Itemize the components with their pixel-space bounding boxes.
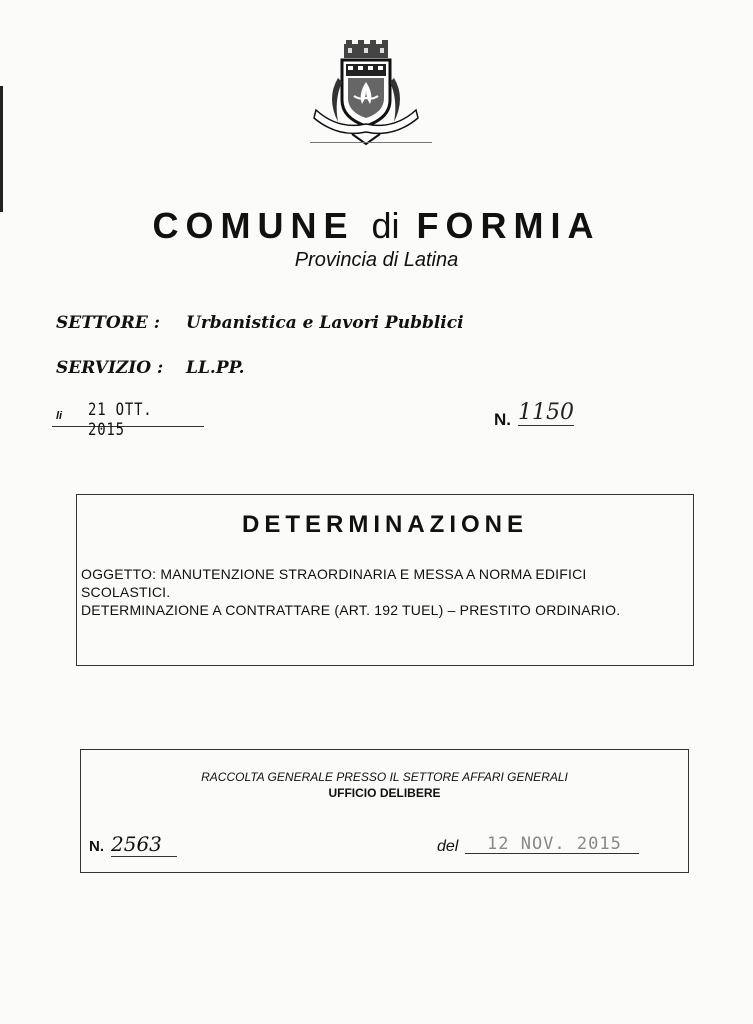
del-date-stamp: 12 NOV. 2015 xyxy=(465,834,639,854)
date-field xyxy=(52,400,204,440)
oggetto-line-2: SCOLASTICI. xyxy=(81,584,171,600)
oggetto-line-1: OGGETTO: MANUTENZIONE STRAORDINARIA E MESSA A NORMA EDIFICI xyxy=(81,566,587,582)
title-comune: COMUNE xyxy=(152,205,355,246)
municipal-crest-logo xyxy=(308,38,424,148)
raccolta-box xyxy=(80,749,689,873)
oggetto-text xyxy=(81,565,691,619)
determinazione-title: DETERMINAZIONE xyxy=(242,511,528,538)
li-label: li xyxy=(56,410,63,422)
scan-edge xyxy=(0,86,3,212)
settore-label: SETTORE : xyxy=(56,313,161,333)
page-title xyxy=(0,205,753,247)
del-label: del xyxy=(437,838,459,855)
number-value-handwritten: 1150 xyxy=(518,400,574,425)
crest-underline xyxy=(310,142,432,143)
raccolta-number-label: N. xyxy=(89,838,104,855)
oggetto-line-3: DETERMINAZIONE A CONTRATTARE (ART. 192 TUEL) – PRESTITO ORDINARIO. xyxy=(81,602,621,618)
date-stamp: 21 OTT. 2015 xyxy=(88,400,153,440)
province-subtitle: Provincia di Latina xyxy=(294,249,459,271)
servizio-value: LL.PP. xyxy=(186,358,245,378)
number-label: N. xyxy=(494,410,511,429)
title-formia: FORMIA xyxy=(416,205,601,246)
settore-value: Urbanistica e Lavori Pubblici xyxy=(186,313,464,333)
ufficio-delibere: UFFICIO DELIBERE xyxy=(328,786,441,800)
raccolta-number-handwritten: 2563 xyxy=(111,832,177,857)
determinazione-box xyxy=(76,494,694,666)
servizio-label: SERVIZIO : xyxy=(56,358,164,378)
title-di: di xyxy=(371,205,400,246)
raccolta-heading: RACCOLTA GENERALE PRESSO IL SETTORE AFFARI GENERALI xyxy=(201,770,568,784)
